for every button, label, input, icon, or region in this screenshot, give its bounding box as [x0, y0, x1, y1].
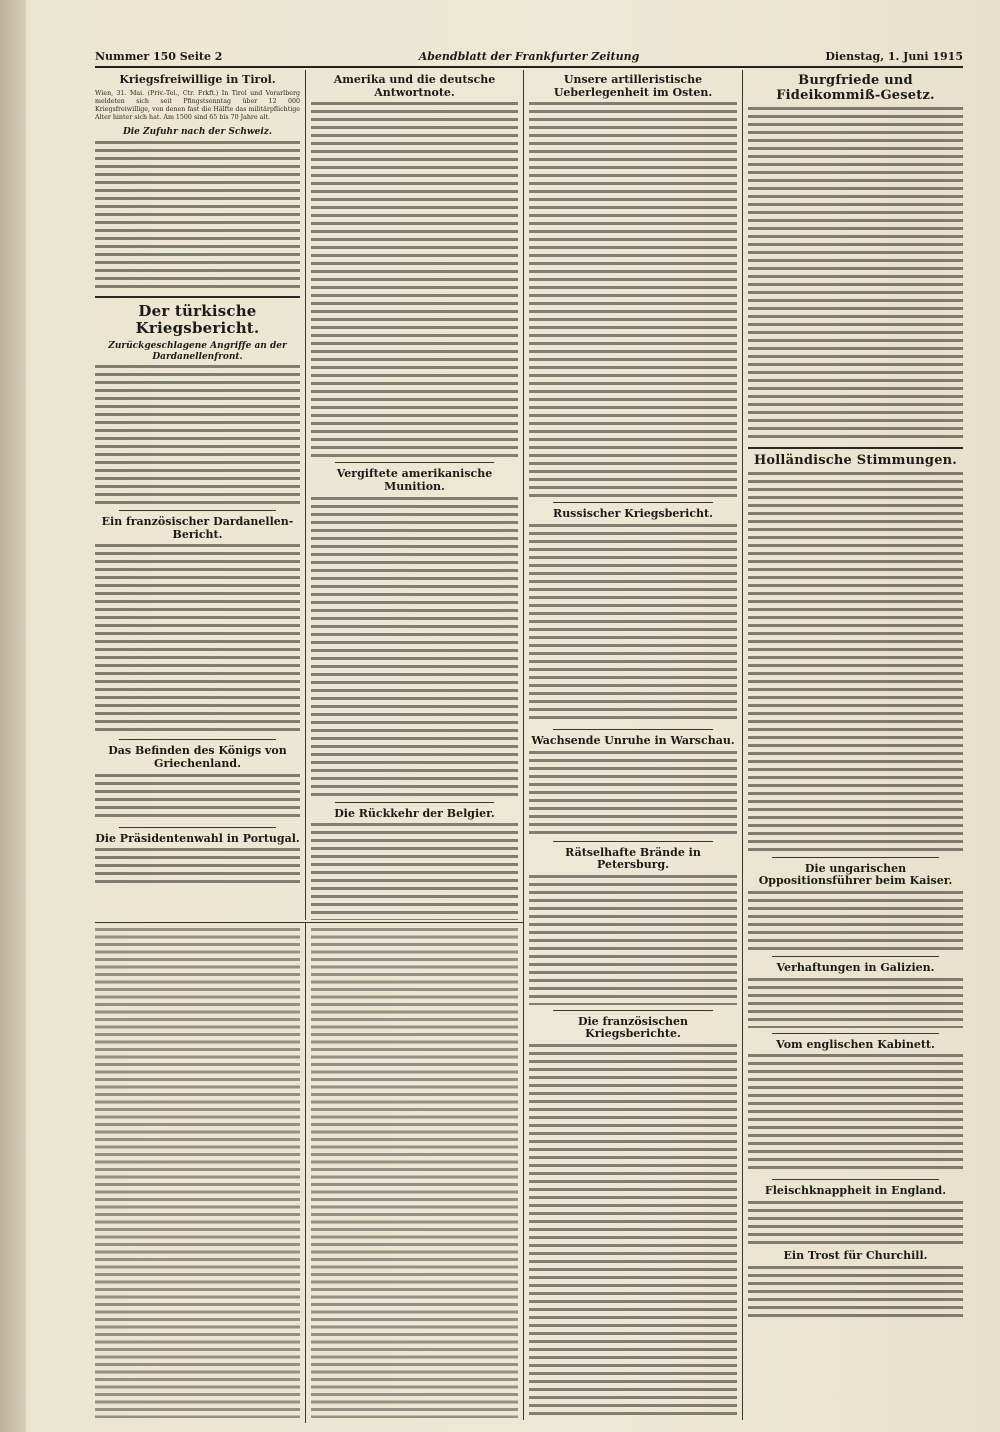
article-russ [529, 524, 737, 724]
article-braende [529, 875, 737, 1005]
headline-braende: Rätselhafte Brände in Petersburg. [565, 845, 701, 872]
issue-date: Dienstag, 1. Juni 1915 [825, 50, 963, 63]
article-franzbericht [529, 1044, 737, 1420]
headline-franzbericht: Die französischen Kriegsberichte. [577, 1014, 689, 1041]
feuilleton-rule [95, 922, 523, 923]
separator [335, 802, 494, 803]
column-4 [748, 70, 963, 1420]
article-franz-dardanellen [95, 544, 300, 734]
headline-belgier: Die Rückkehr der Belgier. [334, 806, 495, 820]
headline-koenig: Das Befinden des Königs von Griechenland. [108, 744, 287, 770]
feuilleton-right [311, 928, 518, 1423]
headline-amerika: Amerika und die deutsche Antwortnote. [333, 73, 496, 99]
article-koenig [95, 774, 300, 822]
column-2 [311, 70, 518, 920]
separator [772, 1179, 939, 1180]
column-3 [529, 70, 737, 1420]
feuilleton-left [95, 928, 300, 1423]
headline-tuerk: Der türkische Kriegsbericht. [135, 301, 260, 338]
headline-franz-dardanellen: Ein französischer Dardanellen-Bericht. [101, 514, 294, 541]
feuilleton-text [311, 928, 518, 1418]
article-holland [748, 472, 963, 852]
article-belgier [311, 823, 518, 920]
article-munition [311, 497, 518, 797]
separator [772, 956, 939, 957]
separator [748, 447, 963, 449]
article-kabinett [748, 1054, 963, 1174]
article-churchill [748, 1266, 963, 1321]
article-tirol: Wien, 31. Mai. (Priv.-Tel., Ctr. Frkft.) In Tirol und Vorarlberg meldeten sich seit Pfingstsonntag über 12 000 Kriegsfreiwillige, von denen fast die Hälfte das militärpflichtige Alter hinter sich hat. Am 1500 sind 65 bis 70 Jahre alt. [95, 89, 300, 122]
article-galizien [748, 978, 963, 1028]
article-osten [529, 102, 737, 497]
article-burgfried [748, 107, 963, 442]
separator [772, 857, 939, 858]
feuilleton-text [95, 928, 300, 1418]
headline-burgfried: Burgfriede und Fideikommiß-Gesetz. [776, 73, 935, 103]
subheadline-tuerk: Zurückgeschlagene Angriffe an der Dardanellenfront. [108, 341, 287, 362]
article-schweiz [95, 141, 300, 291]
column-rule [742, 70, 743, 1420]
newspaper-title: Abendblatt der Frankfurter Zeitung [418, 50, 640, 63]
page-edge [0, 0, 26, 1432]
headline-russ: Russischer Kriegsbericht. [553, 507, 713, 521]
headline-ungarn: Die ungarischen Oppositionsführer beim Kaiser. [758, 861, 953, 888]
headline-warschau: Wachsende Unruhe in Warschau. [531, 733, 735, 747]
separator [553, 729, 713, 730]
headline-holland: Holländische Stimmungen. [753, 452, 958, 468]
column-rule [523, 70, 524, 1420]
column-rule [305, 923, 306, 1423]
headline-osten: Unsere artilleristische Ueberlegenheit im Osten. [553, 73, 713, 99]
separator [95, 296, 300, 298]
column-rule [305, 70, 306, 920]
headline-churchill: Ein Trost für Churchill. [783, 1249, 928, 1263]
headline-fleisch: Fleischknappheit in England. [764, 1184, 947, 1198]
separator [119, 510, 276, 511]
separator [772, 1033, 939, 1034]
article-warschau [529, 751, 737, 836]
headline-galizien: Verhaftungen in Galizien. [776, 961, 935, 975]
column-1 [95, 70, 300, 920]
article-fleisch [748, 1201, 963, 1246]
separator [119, 739, 276, 740]
headline-kabinett: Vom englischen Kabinett. [776, 1037, 935, 1051]
article-ungarn [748, 891, 963, 951]
masthead [95, 46, 963, 68]
separator [119, 827, 276, 828]
separator [553, 502, 713, 503]
article-tuerk [95, 365, 300, 505]
separator [553, 841, 713, 842]
headline-schweiz: Die Zufuhr nach der Schweiz. [122, 127, 273, 138]
headline-portugal: Die Präsidentenwahl in Portugal. [95, 831, 300, 845]
headline-munition: Vergiftete amerikanische Munition. [336, 467, 493, 493]
headline-tirol: Kriegsfreiwillige in Tirol. [119, 73, 276, 86]
article-amerika [311, 102, 518, 457]
issue-number: Nummer 150 Seite 2 [95, 50, 223, 63]
article-portugal [95, 848, 300, 888]
separator [553, 1010, 713, 1011]
separator [335, 462, 494, 463]
